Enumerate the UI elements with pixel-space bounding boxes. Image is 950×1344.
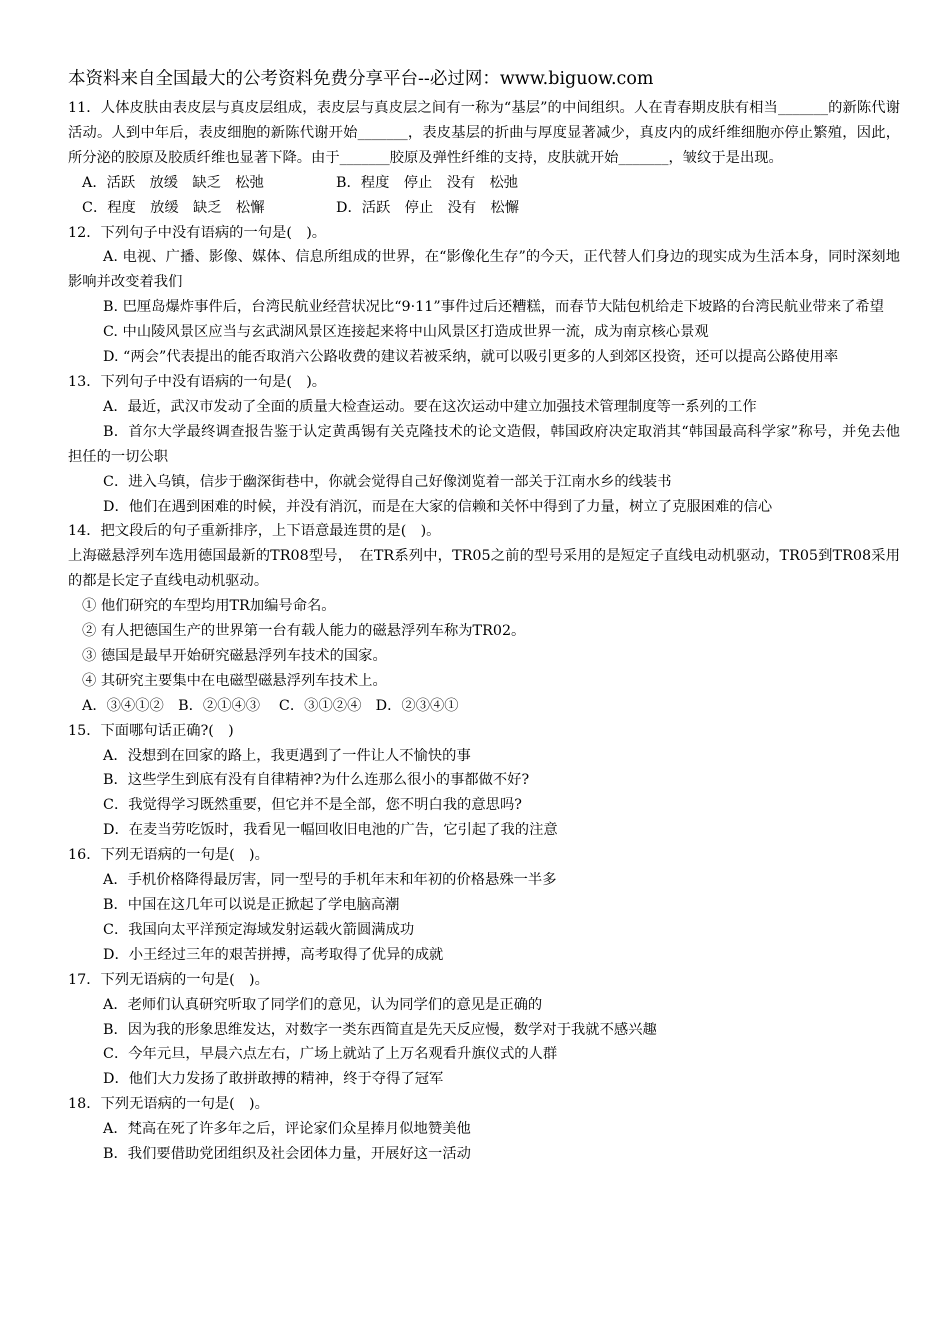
q11-options-row-1: [68, 171, 900, 196]
q15-option-c: C．我觉得学习既然重要，但它并不是全部，您不明白我的意思吗?: [103, 797, 522, 814]
q11-options-row-2: [68, 196, 900, 221]
q14-sentence-2: ② 有人把德国生产的世界第一台有载人能力的磁悬浮列车称为TR02。: [82, 623, 526, 640]
q12-option-b: B. 巴厘岛爆炸事件后，台湾民航业经营状况比“9·11”事件过后还糟糕，而春节大陆包机给走下坡路的台湾民航业带来了希望: [103, 299, 884, 316]
q14-options: A．③④①② B．②①④③ C．③①②④ D．②③④①: [82, 697, 459, 714]
q15-option-b: B．这些学生到底有没有自律精神?为什么连那么很小的事都做不好?: [103, 772, 530, 789]
q18-option-a: A．梵高在死了许多年之后，评论家们众星捧月似地赞美他: [103, 1121, 471, 1138]
q13-option-b: B．首尔大学最终调查报告鉴于认定黄禹锡有关克隆技术的论文造假，韩国政府决定取消其“韩国最高科学家”称号，并免去他担任的一切公职: [68, 423, 900, 465]
q11-option-a: A．活跃 放缓 缺乏 松弛: [82, 174, 264, 191]
q16-option-a: A．手机价格降得最厉害，同一型号的手机年末和年初的价格悬殊一半多: [103, 872, 557, 889]
q11-option-c: C．程度 放缓 缺乏 松懈: [82, 199, 265, 216]
q13-option-a: A．最近，武汉市发动了全面的质量大检查运动。要在这次运动中建立加强技术管理制度等一系列的工作: [103, 398, 757, 415]
q16-option-d: D．小王经过三年的艰苦拼搏，高考取得了优异的成就: [103, 946, 444, 963]
q17-stem: 17．下列无语病的一句是( )。: [68, 971, 269, 988]
q15-option-a: A．没想到在回家的路上，我更遇到了一件让人不愉快的事: [103, 747, 471, 764]
q16-stem: 16．下列无语病的一句是( )。: [68, 847, 269, 864]
q12-option-a: A. 电视、广播、影像、媒体、信息所组成的世界，在“影像化生存”的今天，正代替人们身边的现实成为生活本身，同时深刻地影响并改变着我们: [68, 249, 900, 291]
q14-sentence-1: ① 他们研究的车型均用TR加编号命名。: [82, 598, 336, 615]
q14-sentence-3: ③ 德国是最早开始研究磁悬浮列车技术的国家。: [82, 647, 387, 664]
q14-passage: 上海磁悬浮列车选用德国最新的TR08型号， 在TR系列中，TR05之前的型号采用的是短定子直线电动机驱动，TR05到TR08采用的都是长定子直线电动机驱动。: [68, 548, 900, 590]
q14-stem: 14．把文段后的句子重新排序，上下语意最连贯的是( )。: [68, 523, 441, 540]
q15-option-d: D．在麦当劳吃饭时，我看见一幅回收旧电池的广告，它引起了我的注意: [103, 822, 558, 839]
q12-stem: 12．下列句子中没有语病的一句是( )。: [68, 224, 327, 241]
q16-option-b: B．中国在这几年可以说是正掀起了学电脑高潮: [103, 897, 400, 913]
q17-option-b: B．因为我的形象思维发达，对数字一类东西简直是先天反应慢，数学对于我就不感兴趣: [103, 1021, 657, 1038]
q18-option-b: B．我们要借助党团组织及社会团体力量，开展好这一活动: [103, 1146, 471, 1163]
q12-option-c: C. 中山陵风景区应当与玄武湖风景区连接起来将中山风景区打造成世界一流，成为南京核心景观: [103, 324, 709, 341]
q13-stem: 13．下列句子中没有语病的一句是( )。: [68, 373, 327, 390]
q16-option-c: C．我国向太平洋预定海域发射运载火箭圆满成功: [103, 921, 415, 938]
q15-stem: 15．下面哪句话正确?( ): [68, 722, 234, 739]
q17-option-c: C．今年元旦，早晨六点左右，广场上就站了上万名观看升旗仪式的人群: [103, 1046, 558, 1063]
source-header: 本资料来自全国最大的公考资料免费分享平台--必过网：www.biguow.com: [68, 69, 654, 89]
q14-sentence-4: ④ 其研究主要集中在电磁型磁悬浮列车技术上。: [82, 672, 387, 689]
q12-option-d: D. “两会”代表提出的能否取消六公路收费的建议若被采纳，就可以吸引更多的人到郊区投资，还可以提高公路使用率: [103, 349, 839, 366]
q17-option-a: A．老师们认真研究听取了同学们的意见，认为同学们的意见是正确的: [103, 996, 543, 1013]
q11-option-b: B．程度 停止 没有 松弛: [336, 174, 519, 191]
q11-option-d: D．活跃 停止 没有 松懈: [336, 199, 520, 216]
q13-option-c: C．进入乌镇，信步于幽深街巷中，你就会觉得自己好像浏览着一部关于江南水乡的线装书: [103, 473, 672, 490]
q11-stem: 11．人体皮肤由表皮层与真皮层组成，表皮层与真皮层之间有一称为“基层”的中间组织。人在青春期皮肤有相当_______的新陈代谢活动。人到中年后，表皮细胞的新陈代谢开始_______，表皮基层的折曲与厚度显著减少，真皮内的成纤维细胞亦停止繁殖，因此，所分泌的胶原及胶质纤维也显著下降。由于_______胶原及弹性纤维的支持，皮肤就开始_______，皱纹于是出现。: [68, 100, 900, 166]
q17-option-d: D．他们大力发扬了敢拼敢搏的精神，终于夺得了冠军: [103, 1071, 444, 1088]
q13-option-d: D．他们在遇到困难的时候，并没有消沉，而是在大家的信赖和关怀中得到了力量，树立了克服困难的信心: [103, 498, 773, 515]
q18-stem: 18．下列无语病的一句是( )。: [68, 1096, 269, 1113]
question-list: [68, 96, 900, 1167]
